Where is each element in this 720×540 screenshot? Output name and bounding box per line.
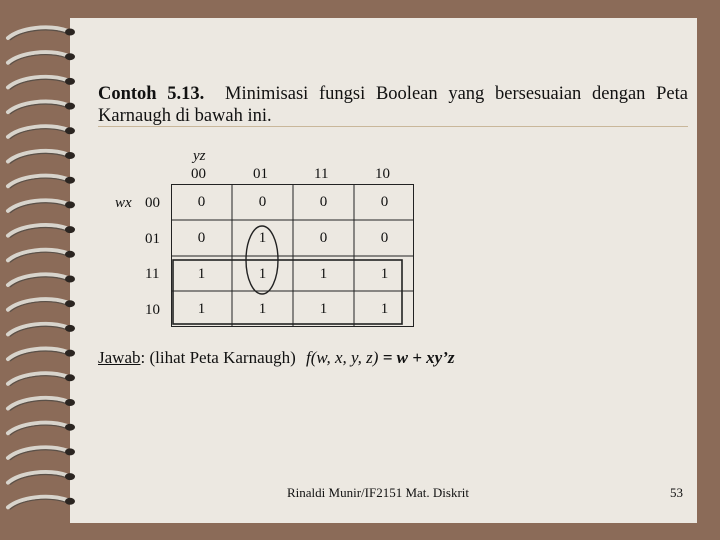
- kmap-cell: 0: [319, 194, 328, 210]
- binding-hole: [65, 399, 75, 406]
- answer-line: [98, 348, 455, 368]
- binding-ring: [8, 349, 68, 360]
- row-header: 01: [145, 231, 160, 247]
- binding-ring: [8, 398, 68, 409]
- binding-hole: [65, 152, 75, 159]
- kmap-cell: 1: [197, 301, 206, 317]
- binding-hole: [65, 350, 75, 357]
- binding-ring: [8, 299, 68, 310]
- binding-ring: [8, 126, 68, 137]
- binding-ring: [8, 472, 68, 483]
- binding-ring: [8, 176, 68, 187]
- binding-ring: [8, 250, 68, 261]
- title-rule: [98, 126, 688, 127]
- binding-hole: [65, 374, 75, 381]
- binding-ring: [8, 324, 68, 335]
- kmap-cell: 1: [319, 266, 328, 282]
- binding-ring: [8, 497, 68, 508]
- binding-hole: [65, 78, 75, 85]
- binding-ring: [8, 225, 68, 236]
- spiral-binding: [0, 0, 90, 540]
- kmap-cell: 1: [197, 266, 206, 282]
- kmap-cell: 1: [258, 266, 267, 282]
- binding-hole: [65, 103, 75, 110]
- formula-lhs: f(w, x, y, z): [306, 348, 379, 367]
- kmap-cell: 0: [258, 194, 267, 210]
- kmap-cell: 0: [197, 194, 206, 210]
- binding-hole: [65, 473, 75, 480]
- binding-hole: [65, 177, 75, 184]
- binding-ring: [8, 52, 68, 63]
- binding-hole: [65, 448, 75, 455]
- binding-hole: [65, 201, 75, 208]
- binding-ring: [8, 447, 68, 458]
- column-variable-label: yz: [193, 148, 206, 164]
- kmap-cell: 0: [319, 230, 328, 246]
- binding-ring: [8, 27, 68, 38]
- binding-ring: [8, 200, 68, 211]
- row-variable-label: wx: [115, 195, 132, 211]
- col-header: 01: [253, 166, 268, 182]
- page-number: 53: [670, 485, 683, 500]
- kmap-cell: 1: [380, 266, 389, 282]
- row-header: 00: [145, 195, 160, 211]
- kmap-cell: 0: [380, 230, 389, 246]
- binding-hole: [65, 29, 75, 36]
- binding-ring: [8, 373, 68, 384]
- kmap-cell: 1: [258, 230, 267, 246]
- kmap-cell: 0: [380, 194, 389, 210]
- binding-ring: [8, 151, 68, 162]
- binding-hole: [65, 127, 75, 134]
- binding-hole: [65, 498, 75, 505]
- answer-prefix: Jawab: [98, 348, 141, 367]
- col-header: 10: [375, 166, 390, 182]
- binding-hole: [65, 300, 75, 307]
- binding-ring: [8, 102, 68, 113]
- answer-note: : (lihat Peta Karnaugh): [140, 348, 296, 367]
- binding-hole: [65, 325, 75, 332]
- binding-ring: [8, 274, 68, 285]
- col-header: 11: [314, 166, 329, 182]
- kmap-cell: 1: [380, 301, 389, 317]
- binding-hole: [65, 424, 75, 431]
- footer-credit: Rinaldi Munir/IF2151 Mat. Diskrit: [287, 485, 469, 500]
- binding-hole: [65, 53, 75, 60]
- binding-hole: [65, 276, 75, 283]
- kmap-cell: 1: [319, 301, 328, 317]
- formula-rhs: = w + xy’z: [378, 348, 455, 367]
- binding-hole: [65, 226, 75, 233]
- binding-ring: [8, 77, 68, 88]
- binding-ring: [8, 423, 68, 434]
- kmap-cell: 1: [258, 301, 267, 317]
- kmap-cell: 0: [197, 230, 206, 246]
- example-label: Contoh 5.13.: [98, 84, 205, 104]
- row-header: 10: [145, 302, 160, 318]
- binding-hole: [65, 251, 75, 258]
- row-header: 11: [145, 266, 160, 282]
- slide-title: [98, 84, 688, 105]
- title-line2: Karnaugh di bawah ini.: [98, 106, 272, 126]
- col-header: 00: [191, 166, 206, 182]
- title-line1: Minimisasi fungsi Boolean yang bersesuaian dengan Peta: [225, 84, 688, 104]
